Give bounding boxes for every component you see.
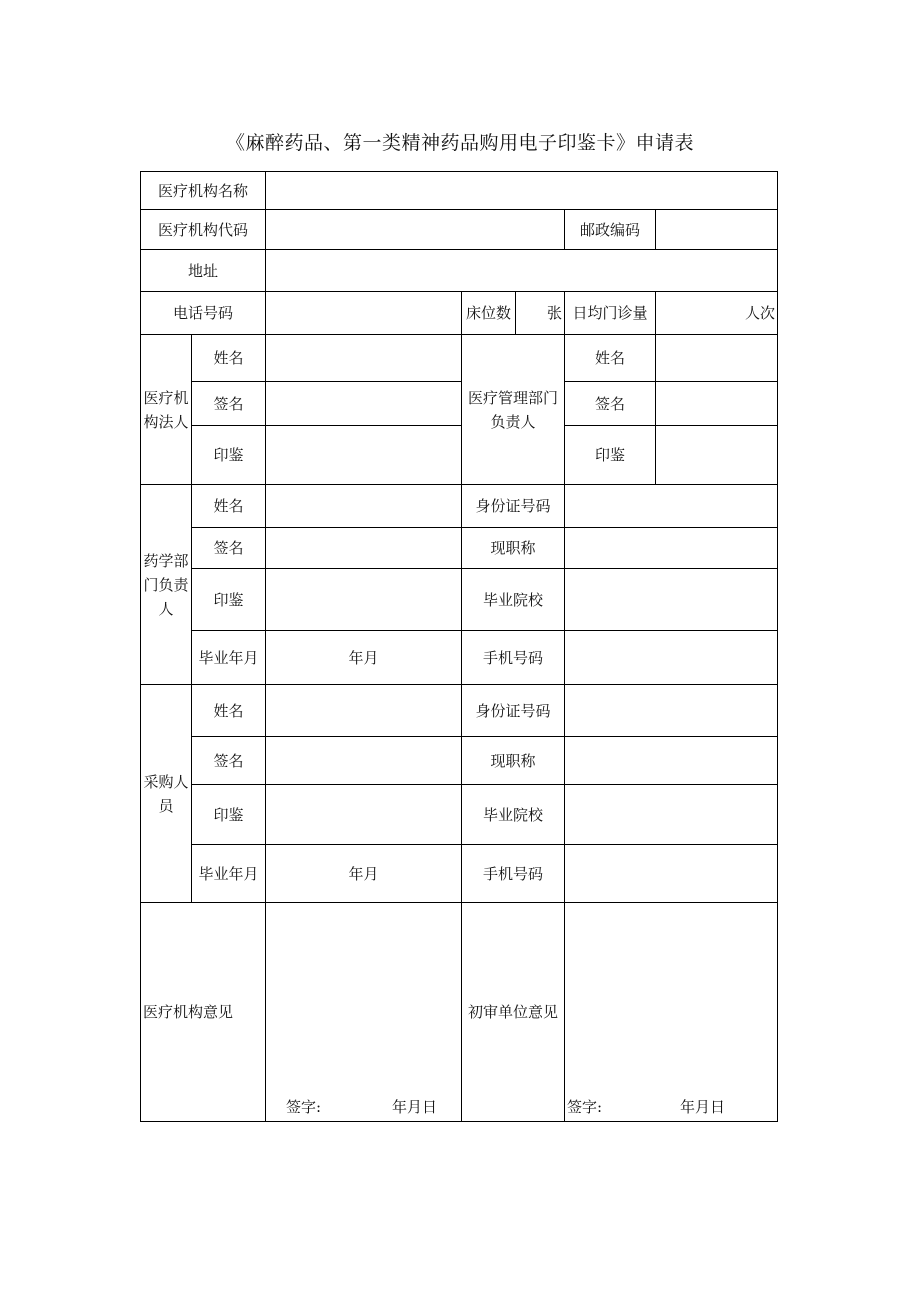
medical-dept-head-label: 医疗管理部门负责人 (462, 335, 565, 485)
institution-name-label: 医疗机构名称 (141, 172, 266, 210)
pharmacy-school-label: 毕业院校 (462, 569, 565, 631)
institution-opinion-label: 医疗机构意见 (141, 903, 266, 1122)
pharmacy-mobile-label: 手机号码 (462, 631, 565, 685)
dept-head-name-label: 姓名 (565, 335, 656, 382)
institution-signature-line (266, 1099, 461, 1121)
purchaser-id-field[interactable] (565, 685, 778, 737)
dept-head-seal-label: 印鉴 (565, 426, 656, 485)
purchaser-mobile-field[interactable] (565, 845, 778, 903)
purchaser-signature-label: 签名 (192, 737, 266, 785)
dept-head-signature-field[interactable] (656, 382, 778, 426)
beds-field[interactable]: 张 (516, 292, 565, 335)
legal-rep-signature-field[interactable] (266, 382, 462, 426)
pharmacy-id-label: 身份证号码 (462, 485, 565, 528)
postal-code-label: 邮政编码 (565, 210, 656, 250)
dept-head-name-field[interactable] (656, 335, 778, 382)
purchaser-grad-label: 毕业年月 (192, 845, 266, 903)
pharmacy-id-field[interactable] (565, 485, 778, 528)
pharmacy-title-field[interactable] (565, 528, 778, 569)
purchaser-grad-field[interactable]: 年月 (266, 845, 462, 903)
purchaser-name-field[interactable] (266, 685, 462, 737)
pharmacy-signature-label: 签名 (192, 528, 266, 569)
purchaser-seal-label: 印鉴 (192, 785, 266, 845)
institution-code-field[interactable] (266, 210, 565, 250)
pharmacy-grad-label: 毕业年月 (192, 631, 266, 685)
postal-code-field[interactable] (656, 210, 778, 250)
pharmacy-signature-field[interactable] (266, 528, 462, 569)
purchaser-school-label: 毕业院校 (462, 785, 565, 845)
institution-sign-label: 签字: (286, 1098, 322, 1116)
address-field[interactable] (266, 250, 778, 292)
pharmacy-seal-label: 印鉴 (192, 569, 266, 631)
beds-label: 床位数 (462, 292, 516, 335)
legal-rep-seal-field[interactable] (266, 426, 462, 485)
legal-rep-seal-label: 印鉴 (192, 426, 266, 485)
pharmacy-school-field[interactable] (565, 569, 778, 631)
daily-outpatient-field[interactable]: 人次 (656, 292, 778, 335)
pharmacy-head-label: 药学部门负责人 (141, 485, 192, 685)
purchaser-id-label: 身份证号码 (462, 685, 565, 737)
pharmacy-name-label: 姓名 (192, 485, 266, 528)
phone-field[interactable] (266, 292, 462, 335)
legal-rep-label: 医疗机构法人 (141, 335, 192, 485)
purchaser-mobile-label: 手机号码 (462, 845, 565, 903)
address-label: 地址 (141, 250, 266, 292)
pharmacy-grad-field[interactable]: 年月 (266, 631, 462, 685)
institution-code-label: 医疗机构代码 (141, 210, 266, 250)
purchaser-name-label: 姓名 (192, 685, 266, 737)
institution-opinion-field[interactable] (266, 903, 462, 1122)
review-date-label: 年月日 (680, 1098, 726, 1116)
review-opinion-field[interactable] (565, 903, 778, 1122)
purchaser-signature-field[interactable] (266, 737, 462, 785)
institution-name-field[interactable] (266, 172, 778, 210)
institution-date-label: 年月日 (392, 1098, 438, 1116)
daily-outpatient-label: 日均门诊量 (565, 292, 656, 335)
pharmacy-seal-field[interactable] (266, 569, 462, 631)
review-signature-line (565, 1099, 777, 1121)
review-sign-label: 签字: (567, 1098, 603, 1116)
legal-rep-name-label: 姓名 (192, 335, 266, 382)
purchaser-school-field[interactable] (565, 785, 778, 845)
form-title: 《麻醉药品、第一类精神药品购用电子印鉴卡》申请表 (225, 132, 694, 154)
purchaser-title-field[interactable] (565, 737, 778, 785)
purchaser-title-label: 现职称 (462, 737, 565, 785)
purchaser-seal-field[interactable] (266, 785, 462, 845)
legal-rep-name-field[interactable] (266, 335, 462, 382)
review-opinion-label: 初审单位意见 (462, 903, 565, 1122)
pharmacy-title-label: 现职称 (462, 528, 565, 569)
pharmacy-mobile-field[interactable] (565, 631, 778, 685)
pharmacy-name-field[interactable] (266, 485, 462, 528)
legal-rep-signature-label: 签名 (192, 382, 266, 426)
purchaser-label: 采购人员 (141, 685, 192, 903)
application-form (140, 171, 778, 1122)
phone-label: 电话号码 (141, 292, 266, 335)
dept-head-seal-field[interactable] (656, 426, 778, 485)
dept-head-signature-label: 签名 (565, 382, 656, 426)
